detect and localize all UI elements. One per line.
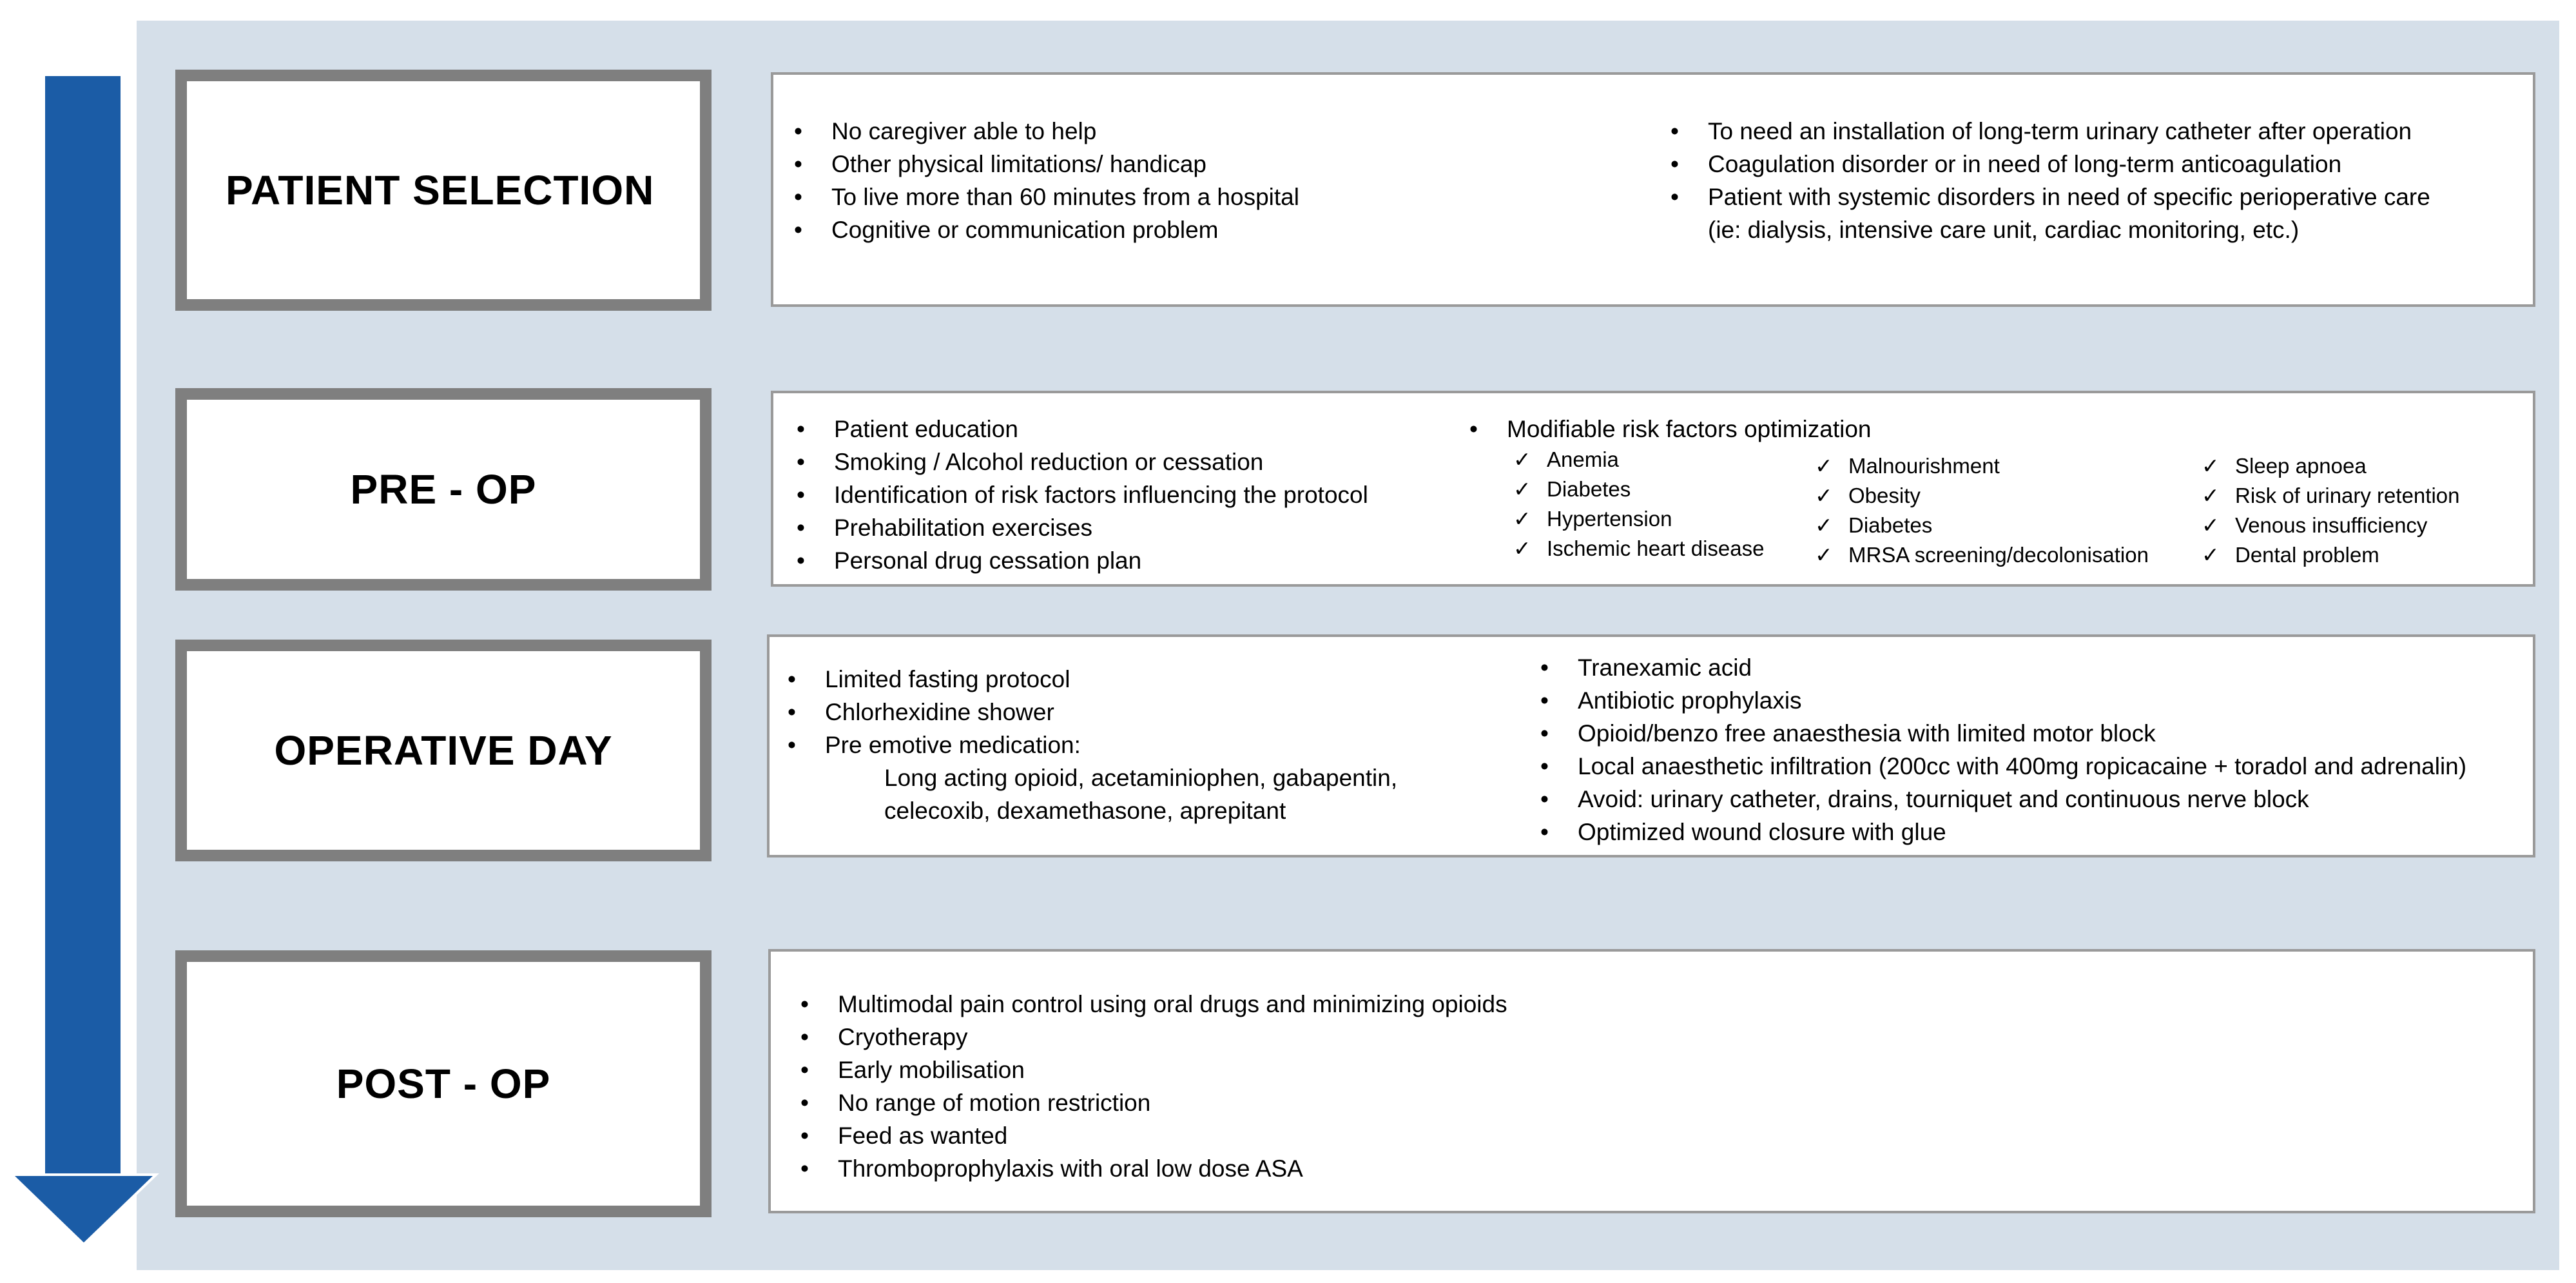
list-item: • Cryotherapy xyxy=(800,1021,1507,1053)
check-item: ✓ Diabetes xyxy=(1815,511,2149,540)
arrow-head xyxy=(12,1175,156,1244)
stage-title: OPERATIVE DAY xyxy=(274,727,613,774)
post-op-list xyxy=(800,988,1507,1185)
patient-selection-right-list xyxy=(1671,115,2430,246)
list-item: • To need an installation of long-term urinary catheter after operation xyxy=(1671,115,2430,148)
list-item: • No range of motion restriction xyxy=(800,1086,1507,1119)
risk-factors-checklist-a xyxy=(1513,445,1765,563)
risk-factors-checklist-b xyxy=(1815,451,2149,570)
list-item: • Early mobilisation xyxy=(800,1053,1507,1086)
check-item: ✓ Malnourishment xyxy=(1815,451,2149,481)
check-item: ✓ Hypertension xyxy=(1513,504,1765,534)
operative-day-content xyxy=(767,634,2535,857)
check-item: ✓ Sleep apnoea xyxy=(2202,451,2459,481)
stage-title: PATIENT SELECTION xyxy=(226,167,655,213)
list-item: • Limited fasting protocol xyxy=(788,663,1397,696)
list-item: • Coagulation disorder or in need of long-term anticoagulation xyxy=(1671,148,2430,181)
stage-label-operative-day xyxy=(175,640,712,861)
list-item: • Antibiotic prophylaxis xyxy=(1540,684,2466,717)
list-item: • Optimized wound closure with glue xyxy=(1540,816,2466,848)
pre-op-content xyxy=(771,391,2535,587)
list-item-continuation: (ie: dialysis, intensive care unit, cardiac monitoring, etc.) xyxy=(1708,217,2300,243)
check-item: ✓ Obesity xyxy=(1815,481,2149,511)
operative-day-left-list xyxy=(788,663,1397,827)
check-item: ✓ Anemia xyxy=(1513,445,1765,475)
patient-selection-left-list xyxy=(794,115,1299,246)
stage-label-post-op xyxy=(175,950,712,1217)
list-item: • Avoid: urinary catheter, drains, tourniquet and continuous nerve block xyxy=(1540,783,2466,816)
list-item: • No caregiver able to help xyxy=(794,115,1299,148)
list-item: • Other physical limitations/ handicap xyxy=(794,148,1299,181)
list-item: • Feed as wanted xyxy=(800,1119,1507,1152)
list-item: • Tranexamic acid xyxy=(1540,651,2466,684)
list-item: • Identification of risk factors influencing the protocol xyxy=(797,478,1368,511)
patient-selection-content xyxy=(771,72,2535,307)
check-item: ✓ Diabetes xyxy=(1513,475,1765,504)
arrow-down-icon xyxy=(0,0,168,1283)
list-item: • To live more than 60 minutes from a hospital xyxy=(794,181,1299,213)
pre-op-left-list xyxy=(797,413,1368,577)
check-item: ✓ Risk of urinary retention xyxy=(2202,481,2459,511)
stage-title: POST - OP xyxy=(336,1061,551,1107)
list-item: • Thromboprophylaxis with oral low dose ASA xyxy=(800,1152,1507,1185)
stage-label-patient-selection xyxy=(175,70,712,311)
risk-factors-heading: • Modifiable risk factors optimization xyxy=(1469,413,1872,446)
operative-day-right-list xyxy=(1540,651,2466,848)
list-item: • Smoking / Alcohol reduction or cessation xyxy=(797,446,1368,478)
check-item: ✓ MRSA screening/decolonisation xyxy=(1815,540,2149,570)
arrow-shaft xyxy=(45,76,121,1177)
list-item: • Multimodal pain control using oral drugs and minimizing opioids xyxy=(800,988,1507,1021)
stage-title: PRE - OP xyxy=(350,466,537,513)
post-op-content xyxy=(768,949,2535,1213)
list-item: • Prehabilitation exercises xyxy=(797,511,1368,544)
risk-factors-heading-list xyxy=(1469,413,1872,446)
check-item: ✓ Dental problem xyxy=(2202,540,2459,570)
medication-detail: Long acting opioid, acetaminiophen, gabapentin, xyxy=(884,765,1398,791)
list-item: • Pre emotive medication: xyxy=(788,729,1397,761)
check-item: ✓ Venous insufficiency xyxy=(2202,511,2459,540)
medication-detail: celecoxib, dexamethasone, aprepitant xyxy=(884,798,1286,824)
list-item: • Patient with systemic disorders in need of specific perioperative care xyxy=(1671,181,2430,213)
list-item: • Cognitive or communication problem xyxy=(794,213,1299,246)
list-item: • Opioid/benzo free anaesthesia with limited motor block xyxy=(1540,717,2466,750)
list-item: • Patient education xyxy=(797,413,1368,446)
list-item: • Personal drug cessation plan xyxy=(797,544,1368,577)
risk-factors-checklist-c xyxy=(2202,451,2459,570)
check-item: ✓ Ischemic heart disease xyxy=(1513,534,1765,563)
list-item: • Local anaesthetic infiltration (200cc with 400mg ropicacaine + toradol and adrenalin) xyxy=(1540,750,2466,783)
list-item: • Chlorhexidine shower xyxy=(788,696,1397,729)
stage-label-pre-op xyxy=(175,388,712,591)
